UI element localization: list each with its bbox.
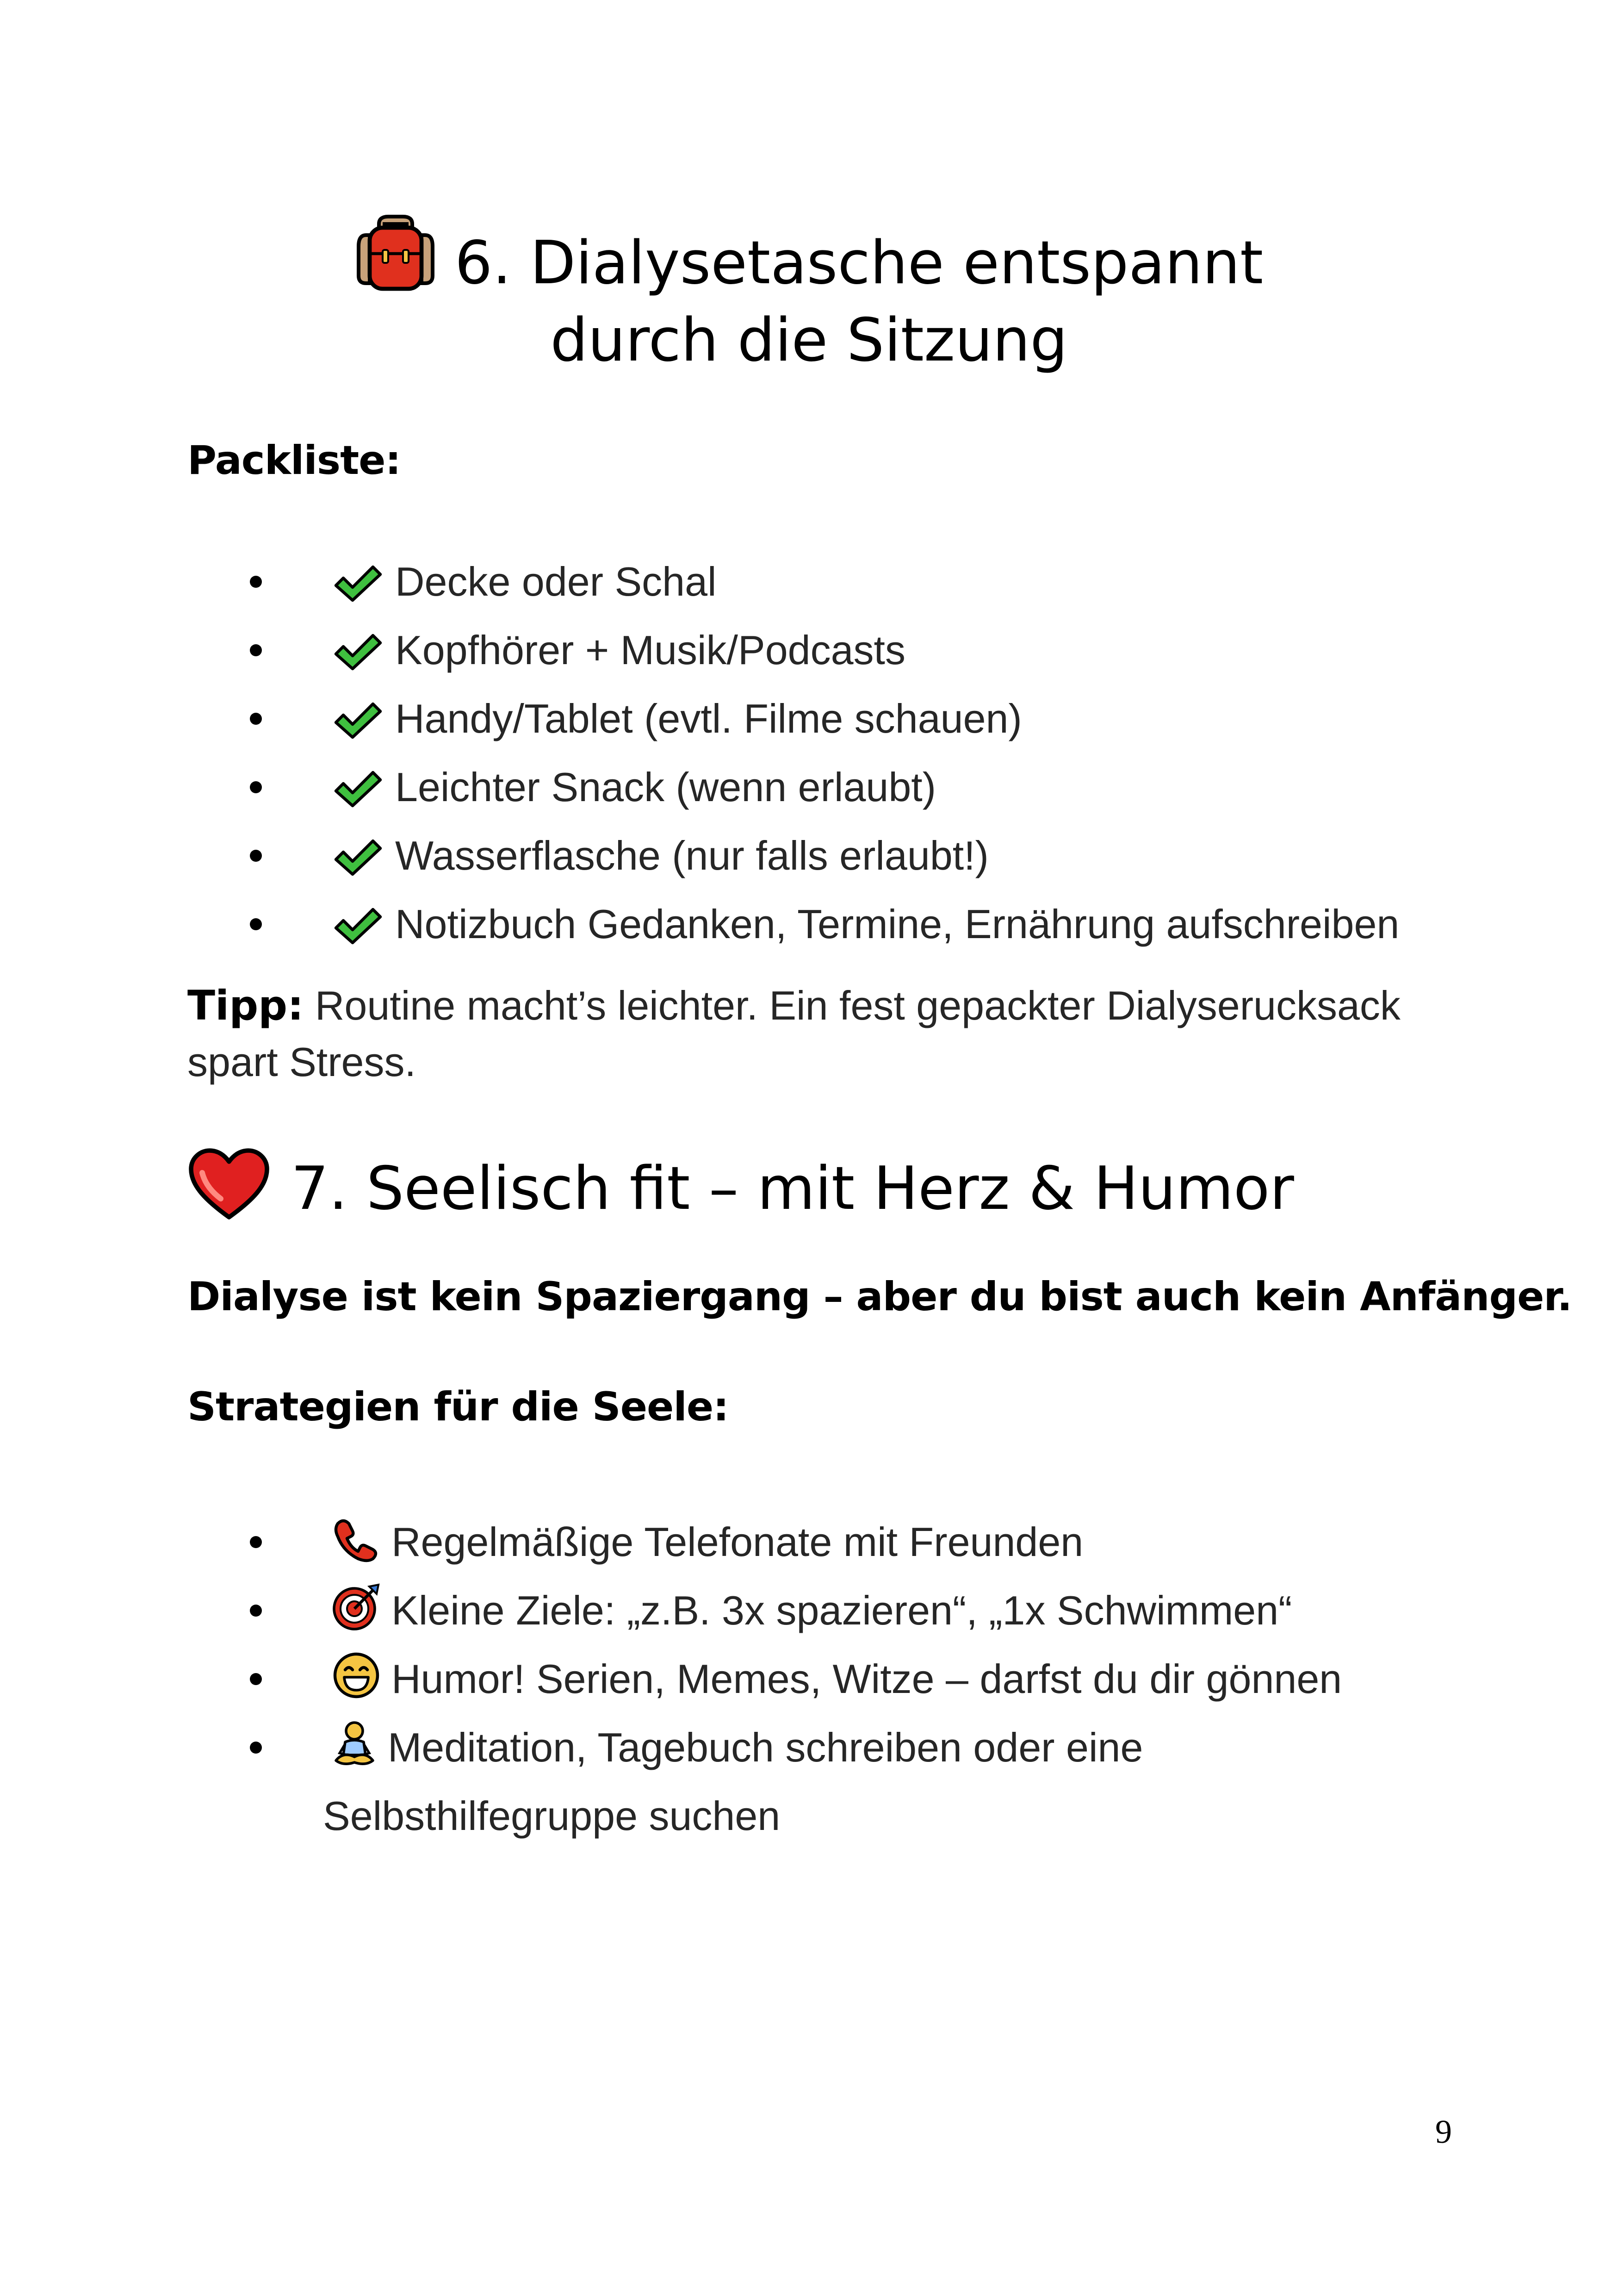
list-item (250, 893, 1399, 962)
item-text: Humor! Serien, Memes, Witze – darfst du dir gönnen (391, 1656, 1342, 1702)
item-text: Regelmäßige Telefonate mit Freunden (391, 1519, 1084, 1565)
item-text: Kleine Ziele: „z.B. 3x spazieren“, „1x Schwimmen“ (391, 1587, 1292, 1633)
item-text: Meditation, Tagebuch schreiben oder eine (388, 1724, 1143, 1770)
strategies-label: Strategien für die Seele: (187, 1384, 729, 1430)
bullet (250, 644, 262, 656)
bullet (250, 1536, 262, 1548)
item-text: Decke oder Schal (395, 559, 717, 604)
bullet (250, 781, 262, 793)
check-mark-icon (332, 831, 384, 893)
list-item (250, 756, 1399, 825)
tip-text: Routine macht’s leichter. Ein fest gepackter Dialyserucksack spart Stress. (187, 983, 1401, 1085)
check-mark-icon (332, 694, 384, 756)
check-mark-icon (332, 763, 384, 825)
list-item (250, 551, 1399, 619)
heart-icon (187, 1147, 271, 1243)
bullet (250, 576, 262, 588)
bullet (250, 918, 262, 930)
list-item (250, 1511, 1535, 1580)
list-item (250, 1580, 1535, 1648)
item-text: Leichter Snack (wenn erlaubt) (395, 764, 936, 810)
bullet (250, 713, 262, 725)
list-item (250, 688, 1399, 756)
section-6-title-line1: 6. Dialysetasche entspannt (454, 229, 1264, 298)
packliste-list (250, 551, 1399, 962)
page-number: 9 (1435, 2113, 1452, 2150)
bullet (250, 1605, 262, 1617)
tip-paragraph (187, 977, 1474, 1090)
list-item (250, 1717, 1535, 1847)
item-text: Wasserflasche (nur falls erlaubt!) (395, 833, 989, 878)
section-6-title-line2: durch die Sitzung (550, 306, 1068, 375)
tip-label: Tipp: (187, 982, 304, 1029)
bullet (250, 1742, 262, 1754)
item-text: Kopfhörer + Musik/Podcasts (395, 627, 905, 673)
grinning-face-icon (332, 1651, 380, 1717)
bullet (250, 850, 262, 862)
telephone-icon (332, 1516, 380, 1580)
check-mark-icon (332, 900, 384, 962)
target-icon (332, 1583, 380, 1648)
meditation-icon (332, 1720, 377, 1785)
item-text: Notizbuch Gedanken, Termine, Ernährung aufschreiben (395, 901, 1400, 947)
check-mark-icon (332, 557, 384, 619)
bullet (250, 1673, 262, 1685)
list-item (250, 619, 1399, 688)
section-7-intro: Dialyse ist kein Spaziergang – aber du bist auch kein Anfänger. (187, 1274, 1572, 1320)
check-mark-icon (332, 626, 384, 688)
item-text: Handy/Tablet (evtl. Filme schauen) (395, 696, 1022, 741)
section-7-title (187, 1147, 1294, 1243)
section-7-title-text: 7. Seelisch fit – mit Herz & Humor (291, 1154, 1294, 1223)
list-item (250, 1648, 1535, 1717)
strategies-list (250, 1511, 1535, 1847)
packliste-label: Packliste: (187, 437, 401, 484)
list-item (250, 825, 1399, 893)
item-text-continued: Selbsthilfegruppe suchen (323, 1793, 781, 1839)
